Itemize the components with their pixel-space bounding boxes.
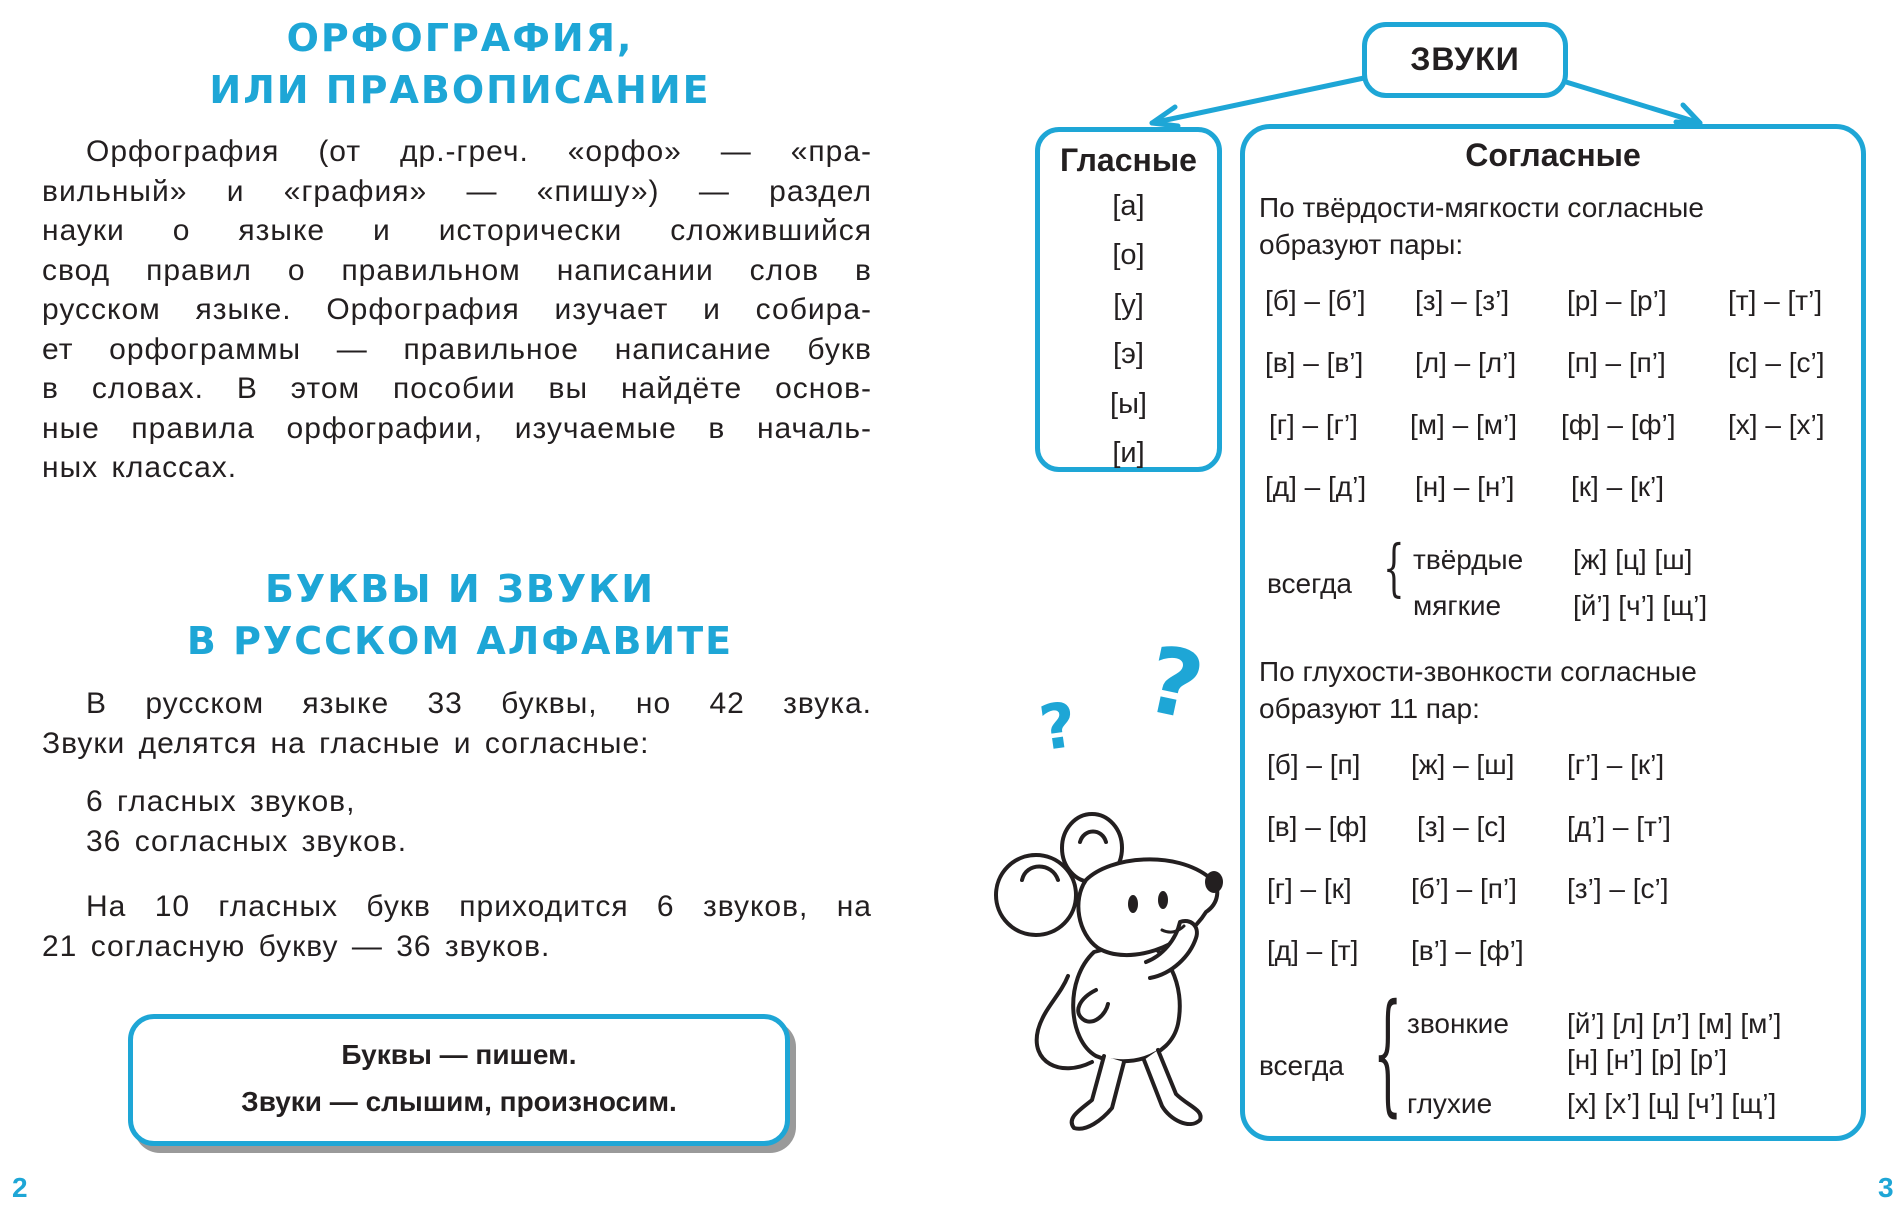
page-number-left: 2	[12, 1172, 28, 1203]
text-line: образуют 11 пар:	[1259, 693, 1480, 724]
hard-label: твёрдые	[1413, 544, 1524, 575]
text-line: вильный» и «графия» — «пишу») — раздел	[42, 174, 872, 208]
hardness-pair: [н] – [н’]	[1415, 471, 1515, 502]
vowel-sound: [а]	[1112, 190, 1145, 222]
soft-label: мягкие	[1413, 590, 1502, 621]
hardness-pair: [с] – [с’]	[1728, 347, 1825, 378]
voicing-pair: [д’] – [т’]	[1567, 811, 1671, 842]
voicing-pair: [б] – [п]	[1267, 749, 1361, 780]
text-line: По твёрдости-мягкости согласные	[1259, 192, 1704, 223]
mouse-eye-right	[1158, 891, 1168, 909]
hardness-pair: [л] – [л’]	[1415, 347, 1517, 378]
text-line: русском языке. Орфография изучает и собира-	[42, 293, 872, 326]
vowel-sound: [и]	[1112, 437, 1145, 469]
text-line: свод правил о правильном написании слов в	[42, 253, 872, 287]
hardness-pair: [б] – [б’]	[1265, 285, 1366, 316]
voicing-pair: [в] – [ф]	[1267, 811, 1368, 842]
text-line: В русском языке 33 буквы, но 42 звука.	[86, 687, 872, 720]
voicing-pair: [з] – [с]	[1417, 811, 1507, 842]
sounds-title-box: ЗВУКИ	[1362, 22, 1568, 98]
vowel-sound: [ы]	[1110, 388, 1147, 420]
always-label: всегда	[1259, 1050, 1344, 1081]
consonants-title: Согласные	[1465, 137, 1641, 173]
brace-icon: {	[1373, 976, 1403, 1130]
list-item: 6 гласных звуков,	[86, 785, 356, 818]
mouse-nose	[1205, 871, 1223, 893]
brace-icon: {	[1383, 531, 1405, 604]
soft-sounds: [й’] [ч’] [щ’]	[1573, 590, 1708, 621]
hard-sounds: [ж] [ц] [ш]	[1573, 544, 1693, 575]
hardness-pair: [п] – [п’]	[1567, 347, 1666, 378]
hardness-pair: [з] – [з’]	[1415, 285, 1510, 316]
vowels-title: Гласные	[1060, 142, 1197, 178]
voicing-pair: [б’] – [п’]	[1411, 873, 1517, 904]
vowel-sound: [у]	[1113, 289, 1144, 321]
voicing-pair: [г’] – [к’]	[1567, 749, 1665, 780]
hardness-pair: [ф] – [ф’]	[1561, 409, 1676, 440]
text-line: 21 согласную букву — 36 звуков.	[42, 929, 551, 963]
vowel-sound: [э]	[1113, 338, 1144, 370]
text-line: Орфография (от др.-греч. «орфо» — «пра-	[86, 135, 872, 168]
hardness-pair: [м] – [м’]	[1410, 409, 1517, 440]
heading-line: В РУССКОМ АЛФАВИТЕ	[186, 619, 734, 663]
vowel-sound: [о]	[1112, 239, 1145, 271]
hardness-pair: [в] – [в’]	[1265, 347, 1364, 378]
text-line: На 10 гласных букв приходится 6 звуков, на	[86, 890, 872, 923]
text-line: ет орфограммы — правильное написание букв	[42, 332, 872, 366]
mouse-eye-left	[1128, 895, 1138, 913]
hardness-pair: [д] – [д’]	[1265, 471, 1367, 502]
list-item: 36 согласных звуков.	[86, 824, 408, 858]
text-line: в словах. В этом пособии вы найдёте основ-	[42, 372, 872, 405]
hardness-pair: [х] – [х’]	[1728, 409, 1825, 440]
voicing-pair: [з’] – [с’]	[1567, 873, 1669, 904]
voicing-pair: [ж] – [ш]	[1411, 749, 1515, 780]
text-line: По глухости-звонкости согласные	[1259, 656, 1697, 687]
text-line: ных классах.	[42, 451, 238, 484]
note-line: Звуки — слышим, произносим.	[241, 1086, 677, 1117]
page-number-right: 3	[1878, 1172, 1894, 1203]
text-line: науки о языке и исторически сложившийся	[42, 214, 872, 247]
question-mark-large: ?	[1137, 625, 1212, 742]
text-line: Звуки делятся на гласные и согласные:	[42, 726, 650, 760]
voicing-pair: [в’] – [ф’]	[1411, 935, 1524, 966]
voicing-pair: [г] – [к]	[1267, 873, 1352, 904]
voiced-sounds: [й’] [л] [л’] [м] [м’]	[1567, 1008, 1782, 1039]
note-line: Буквы — пишем.	[341, 1039, 577, 1070]
question-mark-small: ?	[1035, 687, 1081, 766]
voicing-pair: [д] – [т]	[1267, 935, 1359, 966]
voiceless-sounds: [х] [х’] [ц] [ч’] [щ’]	[1567, 1088, 1777, 1119]
heading-line: БУКВЫ И ЗВУКИ	[264, 567, 656, 611]
voiced-label: звонкие	[1407, 1008, 1509, 1039]
mouse-leg-right	[1144, 1050, 1201, 1124]
text-line: образуют пары:	[1259, 229, 1464, 260]
voiceless-label: глухие	[1407, 1088, 1493, 1119]
heading-line: ИЛИ ПРАВОПИСАНИЕ	[209, 68, 711, 112]
hardness-pair: [т] – [т’]	[1728, 285, 1823, 316]
heading-line: ОРФОГРАФИЯ,	[286, 16, 634, 60]
always-label: всегда	[1267, 568, 1352, 599]
voiced-sounds: [н] [н’] [р] [р’]	[1567, 1044, 1728, 1075]
hardness-pair: [к] – [к’]	[1571, 471, 1664, 502]
hardness-pair: [г] – [г’]	[1269, 409, 1358, 440]
hardness-pair: [р] – [р’]	[1567, 285, 1667, 316]
text-line: ные правила орфографии, изучаемые в началь-	[42, 411, 872, 445]
